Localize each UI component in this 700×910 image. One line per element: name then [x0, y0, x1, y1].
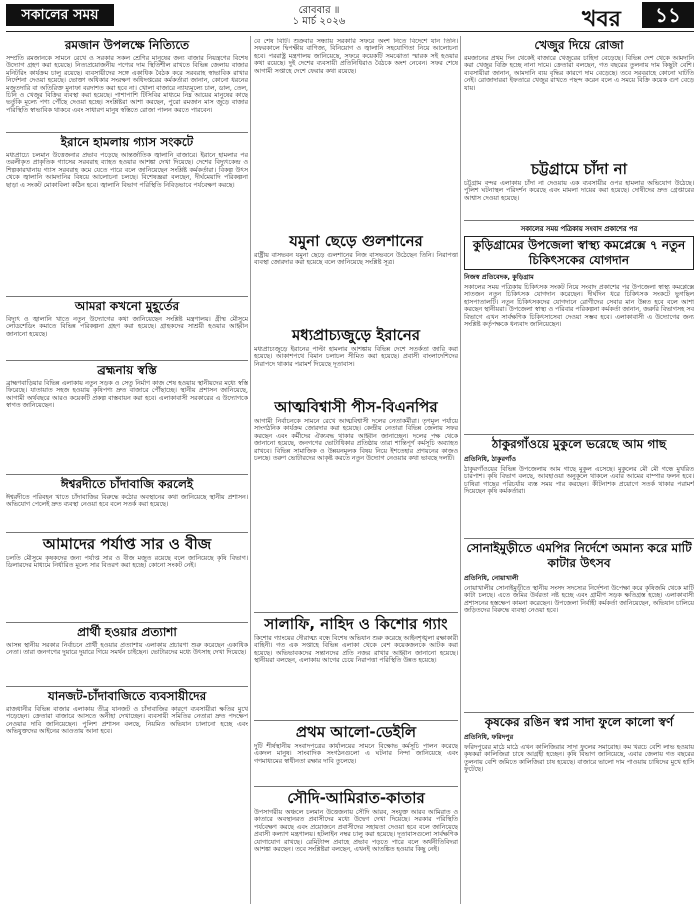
article-mango	[464, 434, 694, 534]
article-iswardi	[6, 474, 248, 530]
article-body: নোয়াখালীর সোনাইমুড়ীতে স্থানীয় সংসদ সদস্যের নির্দেশনা উপেক্ষা করে কৃষিজমি থেকে মাটি কাটা চলছে। এতে জমির উর্বরতা নষ্ট হচ্ছে এবং গ্রামীণ সড়ক ক্ষতিগ্রস্ত হচ্ছে। এলাকাবাসী প্রশাসনের হস্তক্ষেপ কামনা করেছেন। উপজেলা নির্বাহী কর্মকর্তা জানিয়েছেন, অভিযান চালিয়ে জড়িতদের বিরুদ্ধে ব্যবস্থা নেওয়া হবে।	[464, 585, 694, 615]
byline: প্রতিনিধি, ফরিদপুর	[464, 733, 514, 741]
byline: প্রতিনিধি, নোয়াখালী	[464, 574, 519, 582]
article-sonaimuri	[464, 538, 694, 708]
article-chittagong	[464, 160, 694, 216]
article-traders	[6, 686, 248, 906]
headline: কুড়িগ্রামের উপজেলা স্বাস্থ্য কমপ্লেক্সে ৭ নতুন চিকিৎসকের যোগদান	[464, 236, 694, 270]
headline: যানজট-চাঁদাবাজিতে ব্যবসায়ীদের	[47, 689, 207, 703]
byline: প্রতিনিধি, ঠাকুরগাঁও	[464, 455, 516, 463]
headline: কৃষকের রঙিন স্বপ্ন সাদা ফুলে কালো স্বর্ণ	[484, 715, 674, 729]
issue-day: রোববার ॥	[298, 5, 340, 16]
headline: আমাদের পর্যাপ্ত সার ও বীজ	[42, 535, 212, 553]
column-divider	[250, 36, 251, 904]
page-number: ১১	[642, 2, 694, 28]
article-body: ব্রাহ্মণবাড়িয়ার বিভিন্ন এলাকায় নতুন সড়ক ও সেতু নির্মাণ কাজ শেষ হওয়ায় স্থানীয়দের মধ্যে স্বস্তি ফিরেছে। যাতায়াত সহজ হওয়ায় কৃষিপণ্য দ্রুত বাজারে পৌঁছাচ্ছে। স্থানীয় প্রশাসন জানিয়েছে, আগামী অর্থবছরে আরও কয়েকটি প্রকল্প বাস্তবায়ন করা হবে। এলাকাবাসী সরকারের এ উদ্যোগকে স্বাগত জানিয়েছেন।	[6, 380, 248, 410]
article-notice	[464, 220, 694, 430]
headline: প্রথম আলো-ডেইলি	[295, 723, 417, 741]
article-saudi	[254, 786, 458, 906]
headline: সালাফি, নাহিদ ও কিশোর গ্যাং	[264, 615, 448, 633]
headline: আত্মবিশ্বাসী পীস-বিএনপির	[274, 398, 438, 416]
headline: ব্রহ্মনায় স্বস্তি	[97, 363, 157, 377]
headline: ইরানে হামলায় গ্যাস সংকটে	[60, 135, 194, 149]
article-body: ফরিদপুরের মাঠে মাঠে এখন কালিজিরার সাদা ফুলের সমারোহ। কম খরচে বেশি লাভ হওয়ায় কৃষকরা কালিজিরা চাষে আগ্রহী হচ্ছেন। কৃষি বিভাগ জানিয়েছে, এবার জেলায় গত বছরের তুলনায় বেশি জমিতে কালিজিরা চাষ হয়েছে। বাজারে ভালো দাম পাওয়ায় চাষিদের মুখে হাসি ফুটেছে।	[464, 744, 694, 774]
article-body: রাষ্ট্রীয় বাসভবন যমুনা ছেড়ে গুলশানের নিজ বাসভবনে উঠেছেন তিনি। নিরাপত্তা ব্যবস্থা জোরদার করা হয়েছে বলে জানিয়েছে সংশ্লিষ্ট সূত্র।	[254, 252, 458, 267]
article-body: উপসাগরীয় অঞ্চলে চলমান উত্তেজনায় সৌদি আরব, সংযুক্ত আরব আমিরাত ও কাতারে অবস্থানরত প্রবাসীদের মধ্যে উদ্বেগ দেখা দিয়েছে। সরকার পরিস্থিতি পর্যবেক্ষণ করছে এবং প্রয়োজনে প্রবাসীদের সহায়তা দেওয়া হবে বলে জানিয়েছে প্রবাসী কল্যাণ মন্ত্রণালয়। হটলাইন নম্বর চালু করা হয়েছে। দূতাবাসগুলো সার্বক্ষণিক যোগাযোগ রাখছে। রেমিট্যান্স প্রবাহে প্রভাব পড়তে পারে বলে অর্থনীতিবিদরা আশঙ্কা করছেন। তবে সংশ্লিষ্টরা বলছেন, এখনই আতঙ্কিত হওয়ার কিছু নেই।	[254, 809, 458, 854]
article-body: মধ্যপ্রাচ্যে চলমান উত্তেজনার প্রভাব পড়েছে আন্তর্জাতিক জ্বালানি বাজারে। ইরানে হামলার পর তরলীকৃত প্রাকৃতিক গ্যাসের সরবরাহ ব্যাহত হওয়ার আশঙ্কা দেখা দিয়েছে। দেশের বিদ্যুৎকেন্দ্র ও শিল্পকারখানায় গ্যাস সরবরাহ কমে যেতে পারে বলে জানিয়েছেন সংশ্লিষ্ট কর্মকর্তারা। বিকল্প উৎস থেকে জ্বালানি আমদানির বিষয়ে আলোচনা চলছে। বিশেষজ্ঞরা বলছেন, দীর্ঘমেয়াদি পরিকল্পনা ছাড়া এ সংকট মোকাবিলা কঠিন হবে। জ্বালানি বিভাগ পরিস্থিতি নিবিড়ভাবে পর্যবেক্ষণ করছে।	[6, 152, 248, 189]
article-body: কিশোর গ্যাংয়ের দৌরাত্ম্য বন্ধে বিশেষ অভিযান শুরু করেছে আইনশৃঙ্খলা রক্ষাকারী বাহিনী। গত এক সপ্তাহে বিভিন্ন এলাকা থেকে বেশ কয়েকজনকে আটক করা হয়েছে। অভিভাবকদের সন্তানদের প্রতি নজর রাখার আহ্বান জানানো হয়েছে। স্থানীয়রা বলছেন, এলাকায় আগের চেয়ে নিরাপত্তা পরিস্থিতি উন্নত হয়েছে।	[254, 635, 458, 665]
article-power	[6, 296, 248, 358]
article-body: আসন্ন স্থানীয় সরকার নির্বাচনে প্রার্থী হওয়ার প্রত্যাশায় এলাকায় প্রচারণা শুরু করেছেন একাধিক নেতা। তারা জনগণের দুয়ারে দুয়ারে গিয়ে সমর্থন চাইছেন। ভোটারদের মধ্যে উৎসাহ দেখা দিয়েছে।	[6, 642, 248, 657]
article-aliasisn	[254, 398, 458, 608]
column-divider	[460, 36, 461, 904]
byline: নিজস্ব প্রতিবেদক, কুড়িগ্রাম	[464, 273, 534, 281]
article-body: রাজধানীর বিভিন্ন বাজার এলাকায় তীব্র যানজট ও চাঁদাবাজির কারণে ব্যবসায়ীরা ক্ষতির মুখে পড়েছেন। ক্রেতারা বাজারে আসতে অনীহা দেখাচ্ছেন। ব্যবসায়ী সমিতির নেতারা দ্রুত পদক্ষেপ নেওয়ার দাবি জানিয়েছেন। পুলিশ প্রশাসন বলছে, নিয়মিত অভিযান চালানো হচ্ছে এবং অভিযুক্তদের আইনের আওতায় আনা হবে।	[6, 706, 248, 736]
headline: মধ্যপ্রাচ্যজুড়ে ইরানের	[291, 326, 421, 344]
section-title: খবর	[582, 7, 621, 32]
article-khejur	[464, 38, 694, 156]
article-brahmanbaria	[6, 360, 248, 472]
article-iran-gas	[6, 132, 248, 294]
headline: খেজুর দিয়ে রোজা	[534, 38, 624, 52]
article-salafi	[254, 612, 458, 716]
headline: সোনাইমুড়ীতে এমপির নির্দেশে অমান্য করে মাটি কাটার উৎসব	[466, 541, 692, 570]
article-jamuna	[254, 232, 458, 322]
issue-date-text: ১ মার্চ ২০২৬	[292, 16, 346, 27]
article-middle-east	[254, 326, 458, 394]
headline: চট্টগ্রামে চাঁদা না	[531, 160, 627, 178]
article-candidate	[6, 622, 248, 684]
article-prothom-alo	[254, 720, 458, 782]
headline: আমরা কখনো মুহূর্তের	[74, 299, 180, 313]
article-body: সম্প্রতি রমজানকে সামনে রেখে ও সরকার সকল শ্রেণির মানুষের জন্য বাজার নিয়ন্ত্রণের বিশেষ উদ্যোগ গ্রহণ করা হয়েছে। নিত্যপ্রয়োজনীয় পণ্যের দাম স্থিতিশীল রাখতে বিভিন্ন জেলায় বাজার মনিটরিং কার্যক্রম চালু রয়েছে। ব্যবসায়ীদের সঙ্গে একাধিক বৈঠক করে সরবরাহ স্বাভাবিক রাখার নির্দেশনা দেওয়া হয়েছে। ভোক্তা অধিকার সংরক্ষণ অধিদপ্তরের কর্মকর্তারা জানান, কোনো ধরনের মজুতদারি বা অতিরিক্ত মুনাফা বরদাশত করা হবে না। খোলা বাজারে ন্যায্যমূল্যে চাল, ডাল, তেল, চিনি ও খেজুর বিক্রির ব্যবস্থা করা হয়েছে। পাশাপাশি টিসিবির মাধ্যমে নিম্ন আয়ের মানুষের কাছে ভর্তুকি মূল্যে পণ্য পৌঁছে দেওয়া হচ্ছে। সংশ্লিষ্টরা আশা করছেন, পুরো রমজান মাস জুড়ে বাজার পরিস্থিতি স্বাভাবিক থাকবে এবং সাধারণ মানুষ স্বস্তিতে রোজা পালন করতে পারবেন।	[6, 55, 248, 114]
paper-name: সকালের সময়	[6, 4, 114, 26]
headline: ঈশ্বরদীতে চাঁদাবাজি করলেই	[60, 477, 194, 491]
kicker: সকালের সময় পত্রিকায় সংবাদ প্রকাশের পর	[520, 225, 638, 233]
article-body: ঈশ্বরদীতে পরিবহন খাতে চাঁদাবাজির বিরুদ্ধে কঠোর অবস্থানের কথা জানিয়েছে স্থানীয় প্রশাসন। অভিযোগ পেলেই দ্রুত ব্যবস্থা নেওয়া হবে বলে সতর্ক করা হয়েছে।	[6, 494, 248, 509]
article-body: সকালের সময় পত্রিকায় চিকিৎসক সংকট নিয়ে সংবাদ প্রকাশের পর উপজেলা স্বাস্থ্য কমপ্লেক্সে সাতজন নতুন চিকিৎসক যোগদান করেছেন। দীর্ঘদিন ধরে চিকিৎসক সংকটে ভুগছিল হাসপাতালটি। নতুন চিকিৎসকদের যোগদানে রোগীদের সেবার মান উন্নত হবে বলে আশা করছেন স্থানীয়রা। উপজেলা স্বাস্থ্য ও পরিবার পরিকল্পনা কর্মকর্তা জানান, জরুরি বিভাগসহ সব বিভাগে এখন সার্বক্ষণিক চিকিৎসাসেবা দেওয়া সম্ভব হবে। এলাকাবাসী এ উদ্যোগের জন্য সংশ্লিষ্ট কর্তৃপক্ষকে ধন্যবাদ জানিয়েছেন।	[464, 284, 694, 329]
article-body: দুটি শীর্ষস্থানীয় সংবাদপত্রের কার্যালয়ের সামনে বিক্ষোভ কর্মসূচি পালন করেছে একদল মানুষ। সাংবাদিক সংগঠনগুলো এ ঘটনার নিন্দা জানিয়েছে এবং গণমাধ্যমের স্বাধীনতা রক্ষার দাবি তুলেছে।	[254, 743, 458, 765]
article-flower	[464, 712, 694, 906]
article-body: চট্টগ্রাম বন্দর এলাকায় চাঁদা না দেওয়ায় এক ব্যবসায়ীর ওপর হামলার অভিযোগ উঠেছে। পুলিশ ঘটনাস্থল পরিদর্শন করেছে এবং মামলা দায়ের করা হয়েছে। দোষীদের দ্রুত গ্রেপ্তারের আশ্বাস দেওয়া হয়েছে।	[464, 180, 694, 202]
article-body: চলতি মৌসুমে কৃষকদের জন্য পর্যাপ্ত সার ও বীজ মজুত রয়েছে বলে জানিয়েছে কৃষি বিভাগ। ডিলারদের মাধ্যমে নির্ধারিত মূল্যে সার বিতরণ করা হচ্ছে। কোনো সংকট নেই।	[6, 555, 248, 570]
masthead	[6, 4, 694, 32]
headline: সৌদি-আমিরাত-কাতার	[287, 789, 425, 807]
headline: ঠাকুরগাঁওয়ে মুকুলে ভরেছে আম গাছ	[491, 437, 667, 451]
article-fertilizer	[6, 532, 248, 620]
article-ramzan	[6, 38, 248, 128]
article-body: বে শেষ বিটি। শুক্রবার সন্ধ্যায় সরকারি সফরে অংশ নিতে বিদেশে যান তিনি। সফরকালে দ্বিপক্ষীয় বাণিজ্য, বিনিয়োগ ও জ্বালানি সহযোগিতা নিয়ে আলোচনা হবে। পররাষ্ট্র মন্ত্রণালয় জানিয়েছে, সফরে কয়েকটি সমঝোতা স্মারক সই হওয়ার কথা রয়েছে। দুই দেশের ব্যবসায়ী প্রতিনিধিরাও বৈঠকে অংশ নেবেন। সফর শেষে আগামী সপ্তাহে দেশে ফেরার কথা রয়েছে।	[254, 38, 458, 75]
article-top-story	[254, 38, 458, 228]
headline: প্রার্থী হওয়ার প্রত্যাশা	[77, 625, 177, 639]
article-body: বিদ্যুৎ ও জ্বালানি খাতে নতুন উদ্যোগের কথা জানিয়েছেন সংশ্লিষ্ট মন্ত্রণালয়। গ্রীষ্ম মৌসুমে লোডশেডিং কমাতে বিভিন্ন পরিকল্পনা গ্রহণ করা হয়েছে। গ্রাহকদের সাশ্রয়ী হওয়ার আহ্বান জানানো হয়েছে।	[6, 316, 248, 338]
headline: যমুনা ছেড়ে গুলশানের	[289, 232, 423, 250]
article-body: মধ্যপ্রাচ্যজুড়ে ইরানের পাল্টা হামলার আশঙ্কায় বিভিন্ন দেশে সতর্কতা জারি করা হয়েছে। আকাশপথে বিমান চলাচল সীমিত করা হয়েছে। প্রবাসী বাংলাদেশিদের নিরাপদে থাকার পরামর্শ দিয়েছে দূতাবাস।	[254, 346, 458, 368]
article-body: আগামী নির্বাচনকে সামনে রেখে আত্মবিশ্বাসী দলের নেতাকর্মীরা। তৃণমূল পর্যায়ে সাংগঠনিক কার্যক্রম জোরদার করা হয়েছে। কেন্দ্রীয় নেতারা বিভিন্ন জেলায় সফর করছেন এবং কর্মীদের ঐক্যবদ্ধ থাকার আহ্বান জানাচ্ছেন। দলের পক্ষ থেকে জানানো হয়েছে, জনগণের ভোটাধিকার প্রতিষ্ঠায় তারা শান্তিপূর্ণ কর্মসূচি অব্যাহত রাখবে। বিভিন্ন সামাজিক ও উন্নয়নমূলক বিষয় নিয়ে ইশতেহার প্রণয়নের কাজও চলছে। তরুণ ভোটারদের আকৃষ্ট করতে নতুন উদ্যোগ নেওয়ার কথা ভাবছে দলটি।	[254, 418, 458, 463]
issue-date	[274, 5, 364, 27]
article-body: রমজানের প্রথম দিন থেকেই বাজারে খেজুরের চাহিদা বেড়েছে। বিভিন্ন দেশ থেকে আমদানি করা খেজুর বিক্রি হচ্ছে নানা দামে। ক্রেতারা বলছেন, গত বছরের তুলনায় দাম কিছুটা বেশি। ব্যবসায়ীরা জানান, আমদানি ব্যয় বৃদ্ধির কারণে দাম বেড়েছে। তবে সরবরাহে কোনো ঘাটতি নেই। রোজাদাররা ইফতারে খেজুর রাখতে পছন্দ করেন বলে এ সময়ে বিক্রি কয়েক গুণ বেড়ে যায়।	[464, 55, 694, 92]
headline: রমজান উপলক্ষে নিত্যিতে	[64, 38, 190, 52]
article-body: ঠাকুরগাঁওয়ের বিভিন্ন উপজেলায় আম গাছে মুকুল এসেছে। মুকুলের মৌ মৌ গন্ধে মুখরিত চারপাশ। কৃষি বিভাগ বলছে, আবহাওয়া অনুকূলে থাকলে এবার আমের বাম্পার ফলন হবে। চাষিরা গাছের পরিচর্যায় ব্যস্ত সময় পার করছেন। কীটনাশক প্রয়োগে সতর্ক থাকার পরামর্শ দিয়েছেন কৃষি কর্মকর্তারা।	[464, 466, 694, 496]
